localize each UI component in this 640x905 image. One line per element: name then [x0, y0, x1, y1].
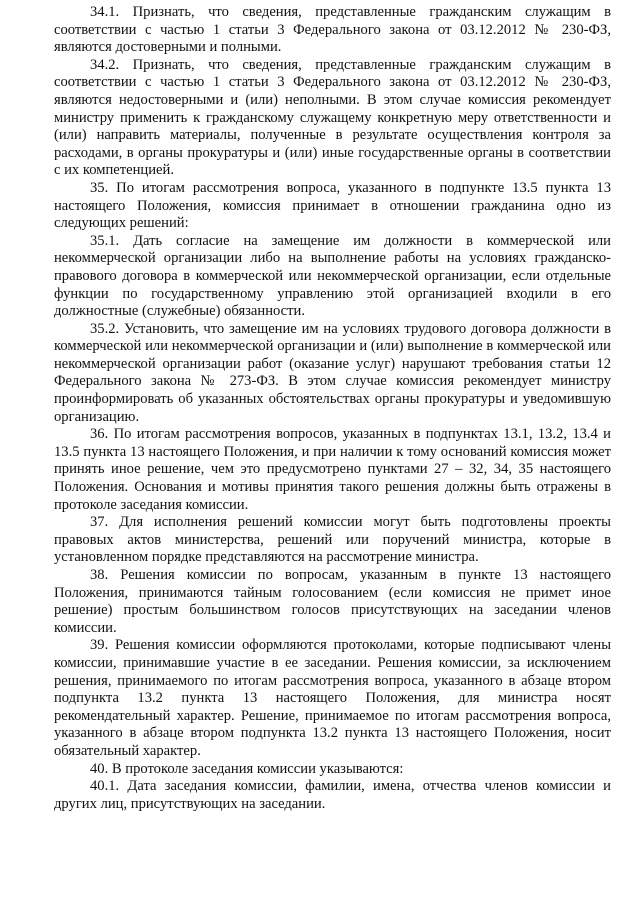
paragraph-40-1: 40.1. Дата заседания комиссии, фамилии, имена, отчества членов комиссии и других лиц, присутствующих на заседании. [54, 778, 611, 812]
paragraph-35: 35. По итогам рассмотрения вопроса, указанного в подпункте 13.5 пункта 13 настоящего Положения, комиссия принимает в отношении гражданина одно из следующих решений: [54, 179, 611, 232]
paragraph-35-2: 35.2. Установить, что замещение им на условиях трудового договора должности в коммерческой или некоммерческой организации и (или) выполнение в коммерческой или некоммерческой организации работ (оказание услуг) нарушают требования статьи 12 Федерального закона № 273-ФЗ. В этом случае комиссия рекомендует министру проинформировать об указанных обстоятельствах органы прокуратуры и уведомившую организацию. [54, 320, 611, 425]
paragraph-34-2: 34.2. Признать, что сведения, представленные гражданским служащим в соответствии с частью 1 статьи 3 Федерального закона от 03.12.2012 № 230-ФЗ, являются недостоверными и (или) неполными. В этом случае комиссия рекомендует министру применить к гражданскому служащему конкретную меру ответственности и (или) направить материалы, полученные в результате осуществления контроля за расходами, в органы прокуратуры и (или) иные государственные органы в соответствии с их компетенцией. [54, 56, 611, 179]
paragraph-37: 37. Для исполнения решений комиссии могут быть подготовлены проекты правовых актов министерства, решений или поручений министра, которые в установленном порядке представляются на рассмотрение министра. [54, 514, 611, 566]
paragraph-40: 40. В протоколе заседания комиссии указываются: [90, 760, 404, 777]
paragraph-38: 38. Решения комиссии по вопросам, указанным в пункте 13 настоящего Положения, принимаются тайным голосованием (если комиссия не примет иное решение) простым большинством голосов присутствующих на заседании членов комиссии. [54, 567, 611, 636]
paragraph-39: 39. Решения комиссии оформляются протоколами, которые подписывают члены комиссии, принимавшие участие в ее заседании. Решения комиссии, за исключением решения, принимаемого по итогам рассмотрения вопроса, указанного в абзаце втором подпункта 13.2 пункта 13 настоящего Положения, для министра носят рекомендательный характер. Решение, принимаемое по итогам рассмотрения вопроса, указанного в абзаце втором подпункта 13.2 пункта 13 настоящего Положения, носит обязательный характер. [54, 637, 611, 759]
paragraph-35-1: 35.1. Дать согласие на замещение им должности в коммерческой или некоммерческой организации либо на выполнение работы на условиях гражданско-правового договора в коммерческой или некоммерческой организации, если отдельные функции по государственному управлению этой организацией входили в его должностные (служебные) обязанности. [54, 232, 611, 320]
paragraph-34-1: 34.1. Признать, что сведения, представленные гражданским служащим в соответствии с частью 1 статьи 3 Федерального закона от 03.12.2012 № 230-ФЗ, являются достоверными и полными. [54, 4, 611, 56]
paragraph-36: 36. По итогам рассмотрения вопросов, указанных в подпунктах 13.1, 13.2, 13.4 и 13.5 пункта 13 настоящего Положения, и при наличии к тому оснований комиссия может принять иное решение, чем это предусмотрено пунктами 27 – 32, 34, 35 настоящего Положения. Основания и мотивы принятия такого решения должны быть отражены в протоколе заседания комиссии. [54, 426, 611, 513]
document-page [54, 4, 611, 813]
